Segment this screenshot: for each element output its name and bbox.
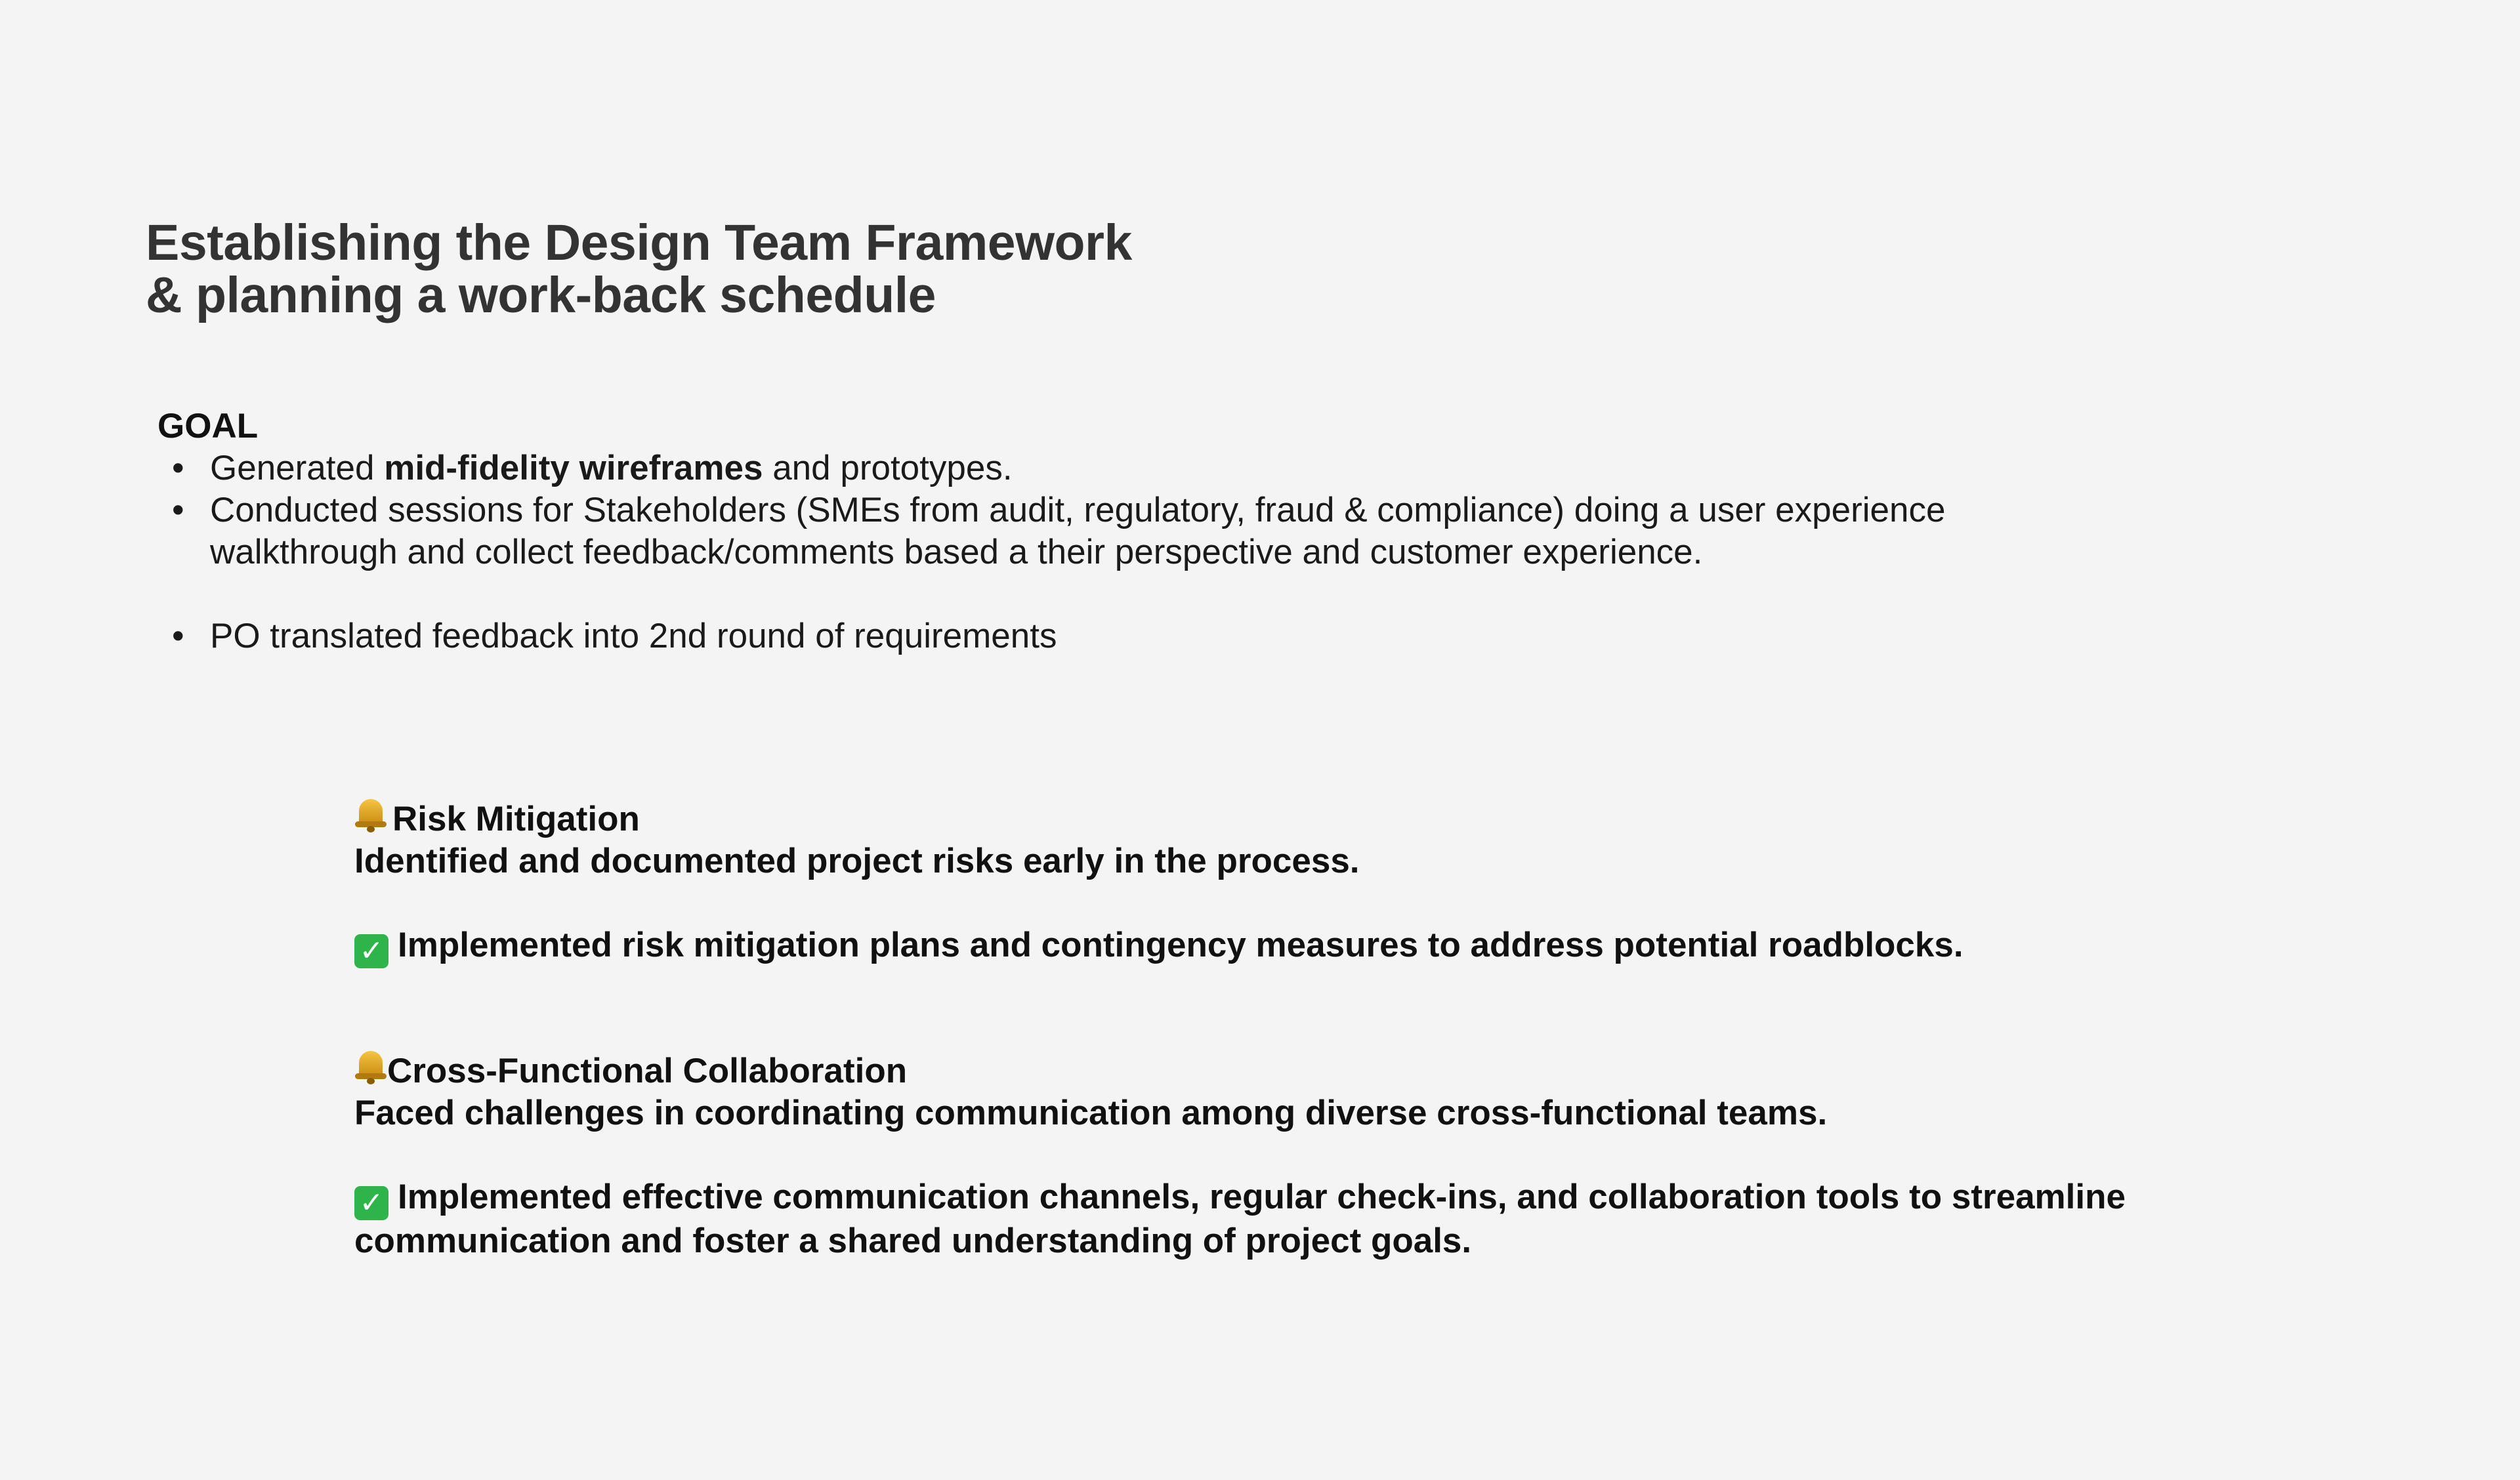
goal-item-text-end: and prototypes. (763, 449, 1013, 487)
section-challenge: Identified and documented project risks early in the process. (354, 842, 1360, 880)
cross-functional-collaboration-section (354, 1048, 2258, 1262)
bullet: • (172, 491, 184, 529)
goal-item-text: PO translated feedback into 2nd round of requirements (210, 617, 1057, 655)
goal-item-stakeholder-sessions (172, 489, 2179, 573)
section-challenge: Faced challenges in coordinating communication among diverse cross-functional teams. (354, 1094, 1828, 1132)
section-heading (354, 796, 2258, 840)
check-mark-button-icon: ✓ (354, 934, 388, 968)
page-title (146, 216, 1132, 321)
section-heading (354, 1048, 2258, 1092)
section-heading-text: Cross-Functional Collaboration (387, 1052, 908, 1090)
goal-item-emphasis: mid-fidelity wireframes (384, 449, 763, 487)
page-title-line-1: Establishing the Design Team Framework (146, 215, 1132, 271)
risk-mitigation-section (354, 796, 2258, 968)
goal-item-requirements (172, 615, 2179, 657)
goal-item-wireframes (172, 447, 2179, 489)
goal-list (172, 447, 2179, 657)
check-mark-button-icon: ✓ (354, 1186, 388, 1220)
goal-heading: GOAL (158, 407, 259, 445)
section-solution (354, 924, 2258, 968)
page-title-line-2: & planning a work-back schedule (146, 267, 936, 323)
goal-item-line-2: walkthrough and collect feedback/comments based a their perspective and customer experience. (210, 533, 1703, 571)
goal-item-line-1: Conducted sessions for Stakeholders (SMEs from audit, regulatory, fraud & compliance) doing a user experience (210, 491, 1946, 529)
section-solution-text: Implemented risk mitigation plans and contingency measures to address potential roadblocks. (398, 926, 1964, 964)
bell-icon (354, 1048, 387, 1086)
section-solution-text-line-1: Implemented effective communication channels, regular check-ins, and collaboration tools to streamline (398, 1178, 2126, 1216)
section-solution-line-2: communication and foster a shared understanding of project goals. (354, 1222, 1472, 1260)
bullet: • (172, 617, 184, 655)
bell-icon (354, 796, 387, 834)
section-solution (354, 1176, 2258, 1220)
bullet: • (172, 449, 184, 487)
goal-item-text-start: Generated (210, 449, 385, 487)
section-heading-text: Risk Mitigation (392, 800, 640, 838)
